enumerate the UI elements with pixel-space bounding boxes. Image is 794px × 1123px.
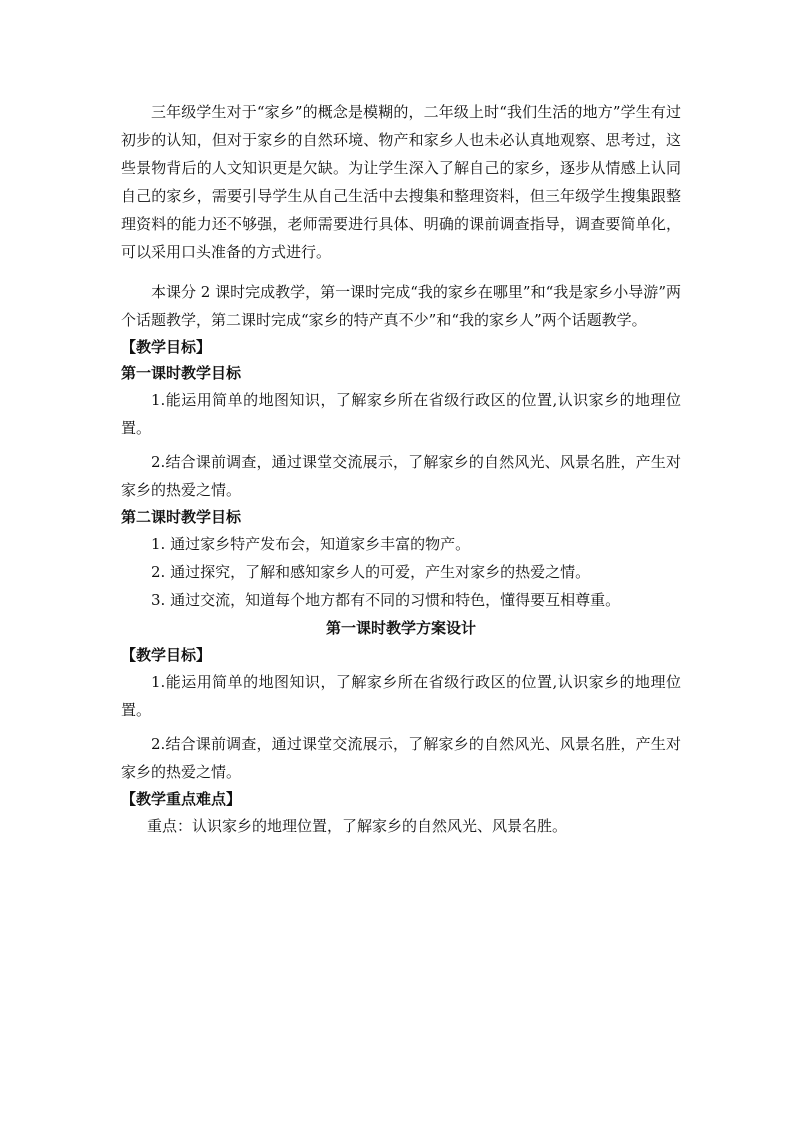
key-point-text: 重点：认识家乡的地理位置，了解家乡的自然风光、风景名胜。 [147,817,568,835]
first-period-goal-1: 1.能运用简单的地图知识，了解家乡所在省级行政区的位置,认识家乡的地理位置。 [121,391,681,437]
intro-paragraph-1: 三年级学生对于“家乡”的概念是模糊的，二年级上时“我们生活的地方”学生有过初步的认知，但对于家乡的自然环境、物产和家乡人也未必认真地观察、思考过，这些景物背后的人文知识更是欠缺。为让学生深入了解自己的家乡，逐步从情感上认同自己的家乡，需要引导学生从自己生活中去搜集和整理资料，但三年级学生搜集跟整理资料的能力还不够强，老师需要进行具体、明确的课前调查指导，调查要简单化，可以采用口头准备的方式进行。 [121,103,681,261]
design-goal-1: 1.能运用简单的地图知识，了解家乡所在省级行政区的位置,认识家乡的地理位置。 [121,673,681,719]
second-period-heading: 第二课时教学目标 [121,508,242,526]
first-period-heading: 第一课时教学目标 [121,364,242,382]
document-page [121,98,681,840]
design-title: 第一课时教学方案设计 [325,619,476,637]
first-period-goal-2: 2.结合课前调查，通过课堂交流展示，了解家乡的自然风光、风景名胜，产生对家乡的热爱之情。 [121,453,681,499]
design-goal-2: 2.结合课前调查，通过课堂交流展示，了解家乡的自然风光、风景名胜，产生对家乡的热爱之情。 [121,735,681,781]
design-objectives-heading: 【教学目标】 [121,646,212,664]
objectives-heading: 【教学目标】 [121,338,212,356]
intro-paragraph-2: 本课分 2 课时完成教学，第一课时完成“我的家乡在哪里”和“我是家乡小导游”两个话题教学，第二课时完成“家乡的特产真不少”和“我的家乡人”两个话题教学。 [121,283,681,329]
second-period-goal-3: 3. 通过交流，知道每个地方都有不同的习惯和特色，懂得要互相尊重。 [151,591,621,609]
second-period-goal-2: 2. 通过探究，了解和感知家乡人的可爱，产生对家乡的热爱之情。 [151,563,591,581]
key-points-heading: 【教学重点难点】 [121,790,242,808]
second-period-goal-1: 1. 通过家乡特产发布会，知道家乡丰富的物产。 [151,535,471,553]
